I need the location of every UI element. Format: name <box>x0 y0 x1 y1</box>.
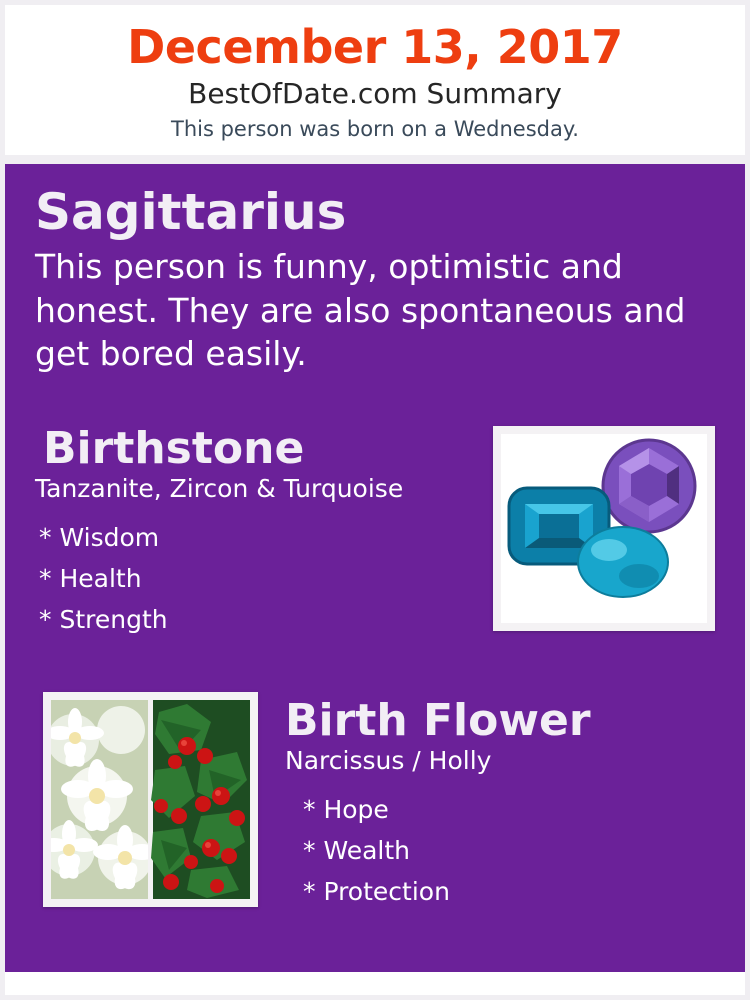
list-item: * Wisdom <box>39 523 160 553</box>
birth-flower-traits <box>285 789 715 912</box>
zodiac-sign-name: Sagittarius <box>35 183 347 242</box>
birth-flower-names: Narcissus / Holly <box>285 745 492 775</box>
birth-flower-text <box>285 692 715 912</box>
zodiac-description: This person is funny, optimistic and honest. They are also spontaneous and get bored easily. <box>35 246 686 374</box>
narcissus-holly-image <box>51 700 250 899</box>
birth-flower-section <box>35 692 715 942</box>
birth-flower-photo <box>43 692 258 907</box>
birthstone-names: Tanzanite, Zircon & Turquoise <box>35 473 404 503</box>
list-item: * Health <box>39 564 142 594</box>
birthstone-gems-image <box>501 434 707 623</box>
list-item: * Protection <box>303 877 450 907</box>
birthstone-section <box>35 423 715 656</box>
born-day-line: This person was born on a Wednesday. <box>171 117 579 142</box>
list-item: * Hope <box>303 795 389 825</box>
header-divider <box>5 155 745 164</box>
card-header <box>5 5 745 155</box>
list-item: * Wealth <box>303 836 410 866</box>
list-item: * Strength <box>39 605 168 635</box>
birthstone-text <box>35 423 485 640</box>
main-panel <box>5 164 745 972</box>
birthstone-traits <box>35 517 485 640</box>
birthstone-heading: Birthstone <box>43 423 305 475</box>
page-title: December 13, 2017 <box>127 20 623 74</box>
birthstone-photo <box>493 426 715 631</box>
birth-flower-heading: Birth Flower <box>285 695 591 747</box>
site-summary-label: BestOfDate.com Summary <box>188 77 562 111</box>
